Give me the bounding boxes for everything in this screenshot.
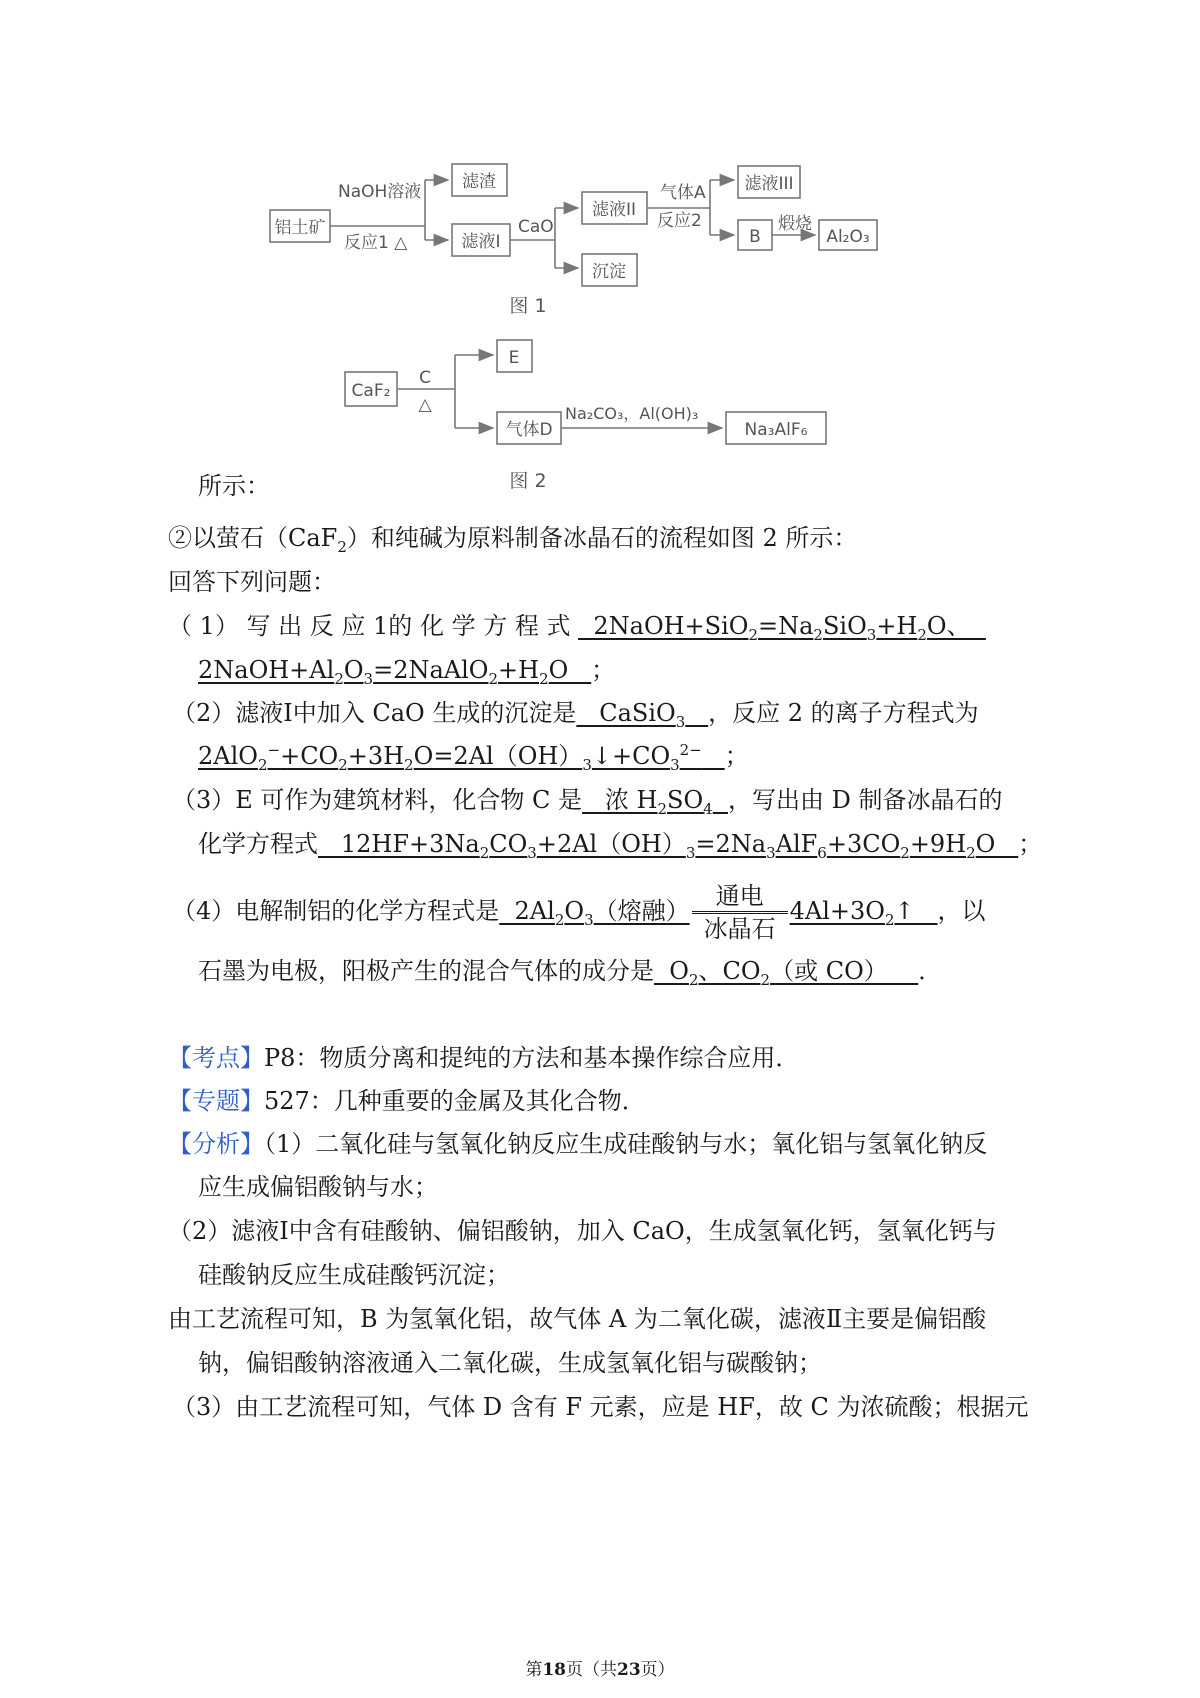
residue-label: 滤渣 <box>462 172 496 192</box>
shown-text: 所示： <box>198 472 270 500</box>
zhuanti-line: 【专题】527：几种重要的金属及其化合物． <box>168 1087 646 1115</box>
filtrate3-label: 滤液III <box>744 174 794 194</box>
filtrate1-label: 滤液I <box>461 232 501 252</box>
heat-label: △ <box>418 395 432 415</box>
cryolite-label: Na₃AlF₆ <box>744 420 808 440</box>
q4-line1: （4）电解制铝的化学方程式是 $2Al_2O_3$（熔融） $\frac{\text{通电}}{\text{冰晶石}}$ $4Al+3O_2↑$ ，以 <box>172 882 986 943</box>
figure-2-caption: 图 2 <box>509 470 547 492</box>
q3-answer-eq: $12HF+3Na_2CO_3+2Al(OH)_3=2Na_3AlF_6+3CO_2+9H_2O$ <box>318 830 1019 862</box>
q3-answer-c: 浓 $H_2SO_4$ <box>582 786 713 818</box>
figure-1 <box>270 164 877 317</box>
naoh-label: NaOH溶液 <box>338 182 422 202</box>
q3-line1: （3）E 可作为建筑材料，化合物 C 是 浓 $H_2SO_4$ ，写出由 D 制备冰晶石的 <box>172 786 1003 818</box>
q2-answer-ionic-eq: $2AlO_2^-+CO_2+3H_2O=2Al(OH)_3↓+CO_3^{2-}$ <box>198 741 702 774</box>
fenxi-tag: 【分析】 <box>168 1130 264 1158</box>
q1-line2: $2NaOH+Al_2O_3=2NaAlO_2+H_2O$ ； <box>198 656 616 688</box>
fenxi-line-3: （2）滤液Ⅰ中含有硅酸钠、偏铝酸钠，加入 CaO，生成氢氧化钙，氢氧化钙与 <box>168 1217 997 1245</box>
kaodian-line: 【考点】P8：物质分离和提纯的方法和基本操作综合应用． <box>168 1044 800 1072</box>
q4-line2: 石墨为电极，阳极产生的混合气体的成分是 $O_2$、$CO_2$（或 CO） ． <box>198 957 943 989</box>
q2-answer-precipitate: CaSiO$_3$ <box>576 699 686 731</box>
precipitate-label: 沉淀 <box>592 262 626 282</box>
item-2-intro: ②以萤石（CaF$_2$）和纯碱为原料制备冰晶石的流程如图 2 所示： <box>168 524 858 556</box>
reagents-label: Na₂CO₃，Al(OH)₃ <box>565 404 699 423</box>
gas-d-label: 气体D <box>505 420 553 440</box>
reaction1-label: 反应1 △ <box>344 233 408 253</box>
e-label: E <box>508 348 520 368</box>
q4-answer-products: $4Al+3O_2↑$ <box>789 897 938 929</box>
fenxi-line-1: 【分析】（1）二氧化硅与氢氧化钠反应生成硅酸钠与水；氧化铝与氢氧化钠反 <box>168 1130 988 1158</box>
q1-line1: （ 1） 写 出 反 应 1的 化 学 方 程 式 $2NaOH+SiO_2=Na_2SiO_3+H_2O$、 <box>168 612 986 644</box>
q4-answer-gases: $O_2$、$CO_2$（或 CO） <box>654 957 919 989</box>
q2-line1: （2）滤液Ⅰ中加入 CaO 生成的沉淀是 CaSiO$_3$ ，反应 2 的离子方程式为 <box>172 699 979 731</box>
total-pages: 23 <box>617 1660 641 1680</box>
caf2-label: CaF₂ <box>351 381 391 401</box>
product-label: Al₂O₃ <box>826 227 870 247</box>
page-footer: 第18页（共23页） <box>525 1660 675 1680</box>
q3-line2: 化学方程式 $12HF+3Na_2CO_3+2Al(OH)_3=2Na_3AlF_6+3CO_2+9H_2O$ ； <box>198 830 1043 862</box>
q1-answer-part2: $2NaOH+Al_2O_3=2NaAlO_2+H_2O$ <box>198 656 592 688</box>
filtrate2-label: 滤液II <box>591 200 637 220</box>
q2-line2: $2AlO_2^-+CO_2+3H_2O=2Al(OH)_3↓+CO_3^{2-}$ ； <box>198 741 749 774</box>
zhuanti-tag: 【专题】 <box>168 1087 264 1115</box>
cao-label: CaO <box>518 217 554 237</box>
q4-answer-reactants: $2Al_2O_3$（熔融） <box>499 897 690 929</box>
kaodian-tag: 【考点】 <box>168 1044 264 1072</box>
gas-a-label: 气体A <box>660 183 706 203</box>
q4-reaction-condition: $\frac{\text{通电}}{\text{冰晶石}}$ <box>692 881 788 944</box>
figure-1-caption: 图 1 <box>509 295 547 317</box>
page-number: 18 <box>542 1660 566 1680</box>
fenxi-line-4: 硅酸钠反应生成硅酸钙沉淀； <box>198 1261 510 1289</box>
calcine-label: 煅烧 <box>778 214 812 234</box>
fenxi-line-5: 由工艺流程可知，B 为氢氧化铝，故气体 A 为二氧化碳，滤液Ⅱ主要是偏铝酸 <box>168 1305 987 1333</box>
fenxi-line-2: 应生成偏铝酸钠与水； <box>198 1173 438 1201</box>
fenxi-line-6: 钠，偏铝酸钠溶液通入二氧化碳，生成氢氧化铝与碳酸钠； <box>198 1349 822 1377</box>
fenxi-line-7: （3）由工艺流程可知，气体 D 含有 F 元素，应是 HF，故 C 为浓硫酸；根据元 <box>172 1393 1029 1421</box>
answer-prompt: 回答下列问题： <box>168 568 336 596</box>
ore-label: 铝土矿 <box>274 218 326 238</box>
b-label: B <box>749 227 761 247</box>
reaction2-label: 反应2 <box>657 211 702 231</box>
q1-answer-part1: $2NaOH+SiO_2=Na_2SiO_3+H_2O$、 <box>578 612 986 644</box>
c-label: C <box>419 368 431 388</box>
